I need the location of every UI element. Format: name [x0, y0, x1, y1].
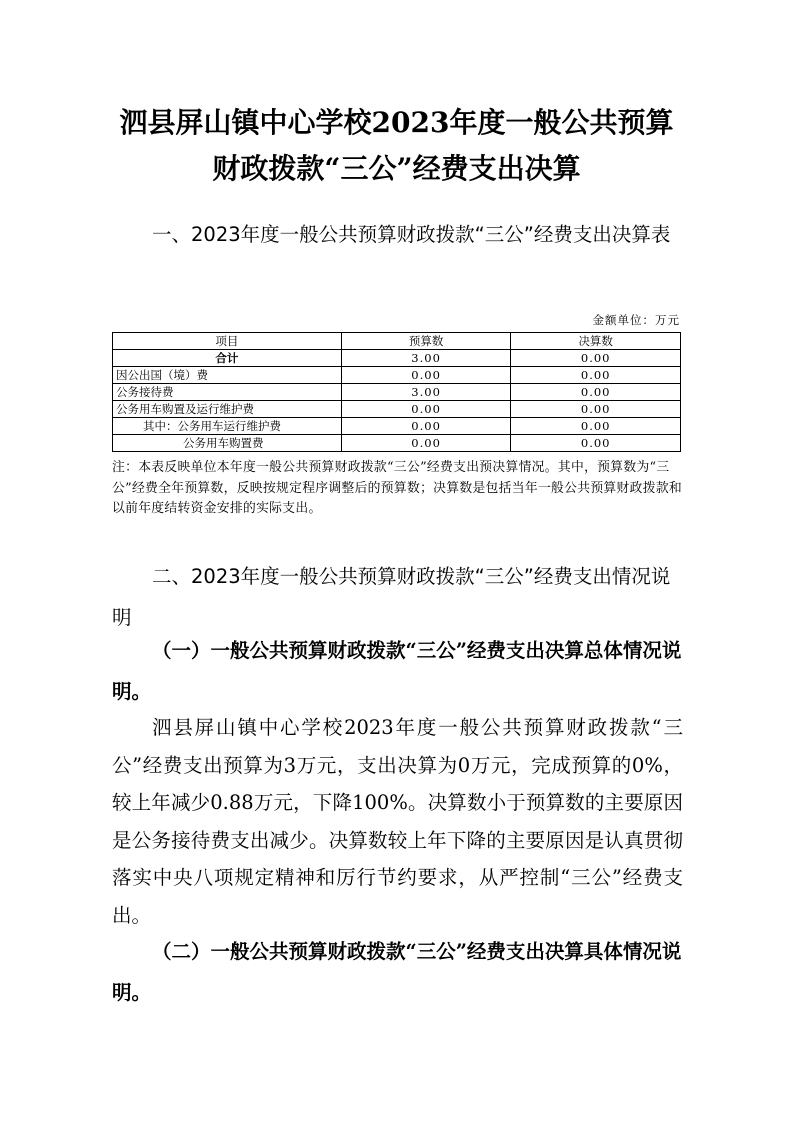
actual-value: 0.00	[511, 350, 681, 367]
table-row	[113, 418, 681, 435]
three-public-expenses-table	[112, 332, 681, 452]
budget-value: 0.00	[341, 401, 511, 418]
row-label: 因公出国（境）费	[113, 367, 342, 384]
document-title: 泗县屏山镇中心学校2023年度一般公共预算财政拨款“三公”经费支出决算	[119, 106, 674, 185]
row-label: 公务用车购置费	[113, 435, 342, 452]
actual-value: 0.00	[511, 367, 681, 384]
section2-heading: 二、2023年度一般公共预算财政拨款“三公”经费支出情况说明	[112, 565, 671, 629]
section1-heading: 一、2023年度一般公共预算财政拨款“三公”经费支出决算表	[152, 223, 671, 246]
row-label: 公务接待费	[113, 384, 342, 401]
subsection2-heading: （二）一般公共预算财政拨款“三公”经费支出决算具体情况说明。	[112, 940, 682, 1004]
budget-value: 0.00	[341, 418, 511, 435]
row-label: 其中：公务用车运行维护费	[113, 418, 342, 435]
subsection1-heading: （一）一般公共预算财政拨款“三公”经费支出决算总体情况说明。	[112, 639, 682, 703]
amount-unit-label: 金额单位：万元	[592, 313, 680, 327]
table-row	[113, 401, 681, 418]
budget-value: 0.00	[341, 367, 511, 384]
actual-value: 0.00	[511, 384, 681, 401]
column-header-budget: 预算数	[341, 333, 511, 350]
table-row	[113, 367, 681, 384]
subsection1-body: 泗县屏山镇中心学校2023年度一般公共预算财政拨款“三公”经费支出预算为3万元，支出决算为0万元，完成预算的0%，较上年减少0.88万元，下降100%。决算数小于预算数的主要原因是公务接待费支出减少。决算数较上年下降的主要原因是认真贯彻落实中央八项规定精神和厉行节约要求，从严控制“三公”经费支出。	[112, 716, 683, 927]
actual-value: 0.00	[511, 435, 681, 452]
row-label: 公务用车购置及运行维护费	[113, 401, 342, 418]
budget-value: 3.00	[341, 384, 511, 401]
budget-value: 3.00	[341, 350, 511, 367]
actual-value: 0.00	[511, 401, 681, 418]
table-row	[113, 435, 681, 452]
row-label: 合计	[113, 350, 342, 367]
column-header-actual: 决算数	[511, 333, 681, 350]
table-note: 注：本表反映单位本年度一般公共预算财政拨款“三公”经费支出预决算情况。其中，预算数为“三公”经费全年预算数，反映按规定程序调整后的预算数；决算数是包括当年一般公共预算财政拨款和以前年度结转资金安排的实际支出。	[112, 460, 683, 516]
actual-value: 0.00	[511, 418, 681, 435]
column-header-item: 项目	[113, 333, 342, 350]
table-header-row	[113, 333, 681, 350]
table-row	[113, 384, 681, 401]
budget-value: 0.00	[341, 435, 511, 452]
table-row-total	[113, 350, 681, 367]
